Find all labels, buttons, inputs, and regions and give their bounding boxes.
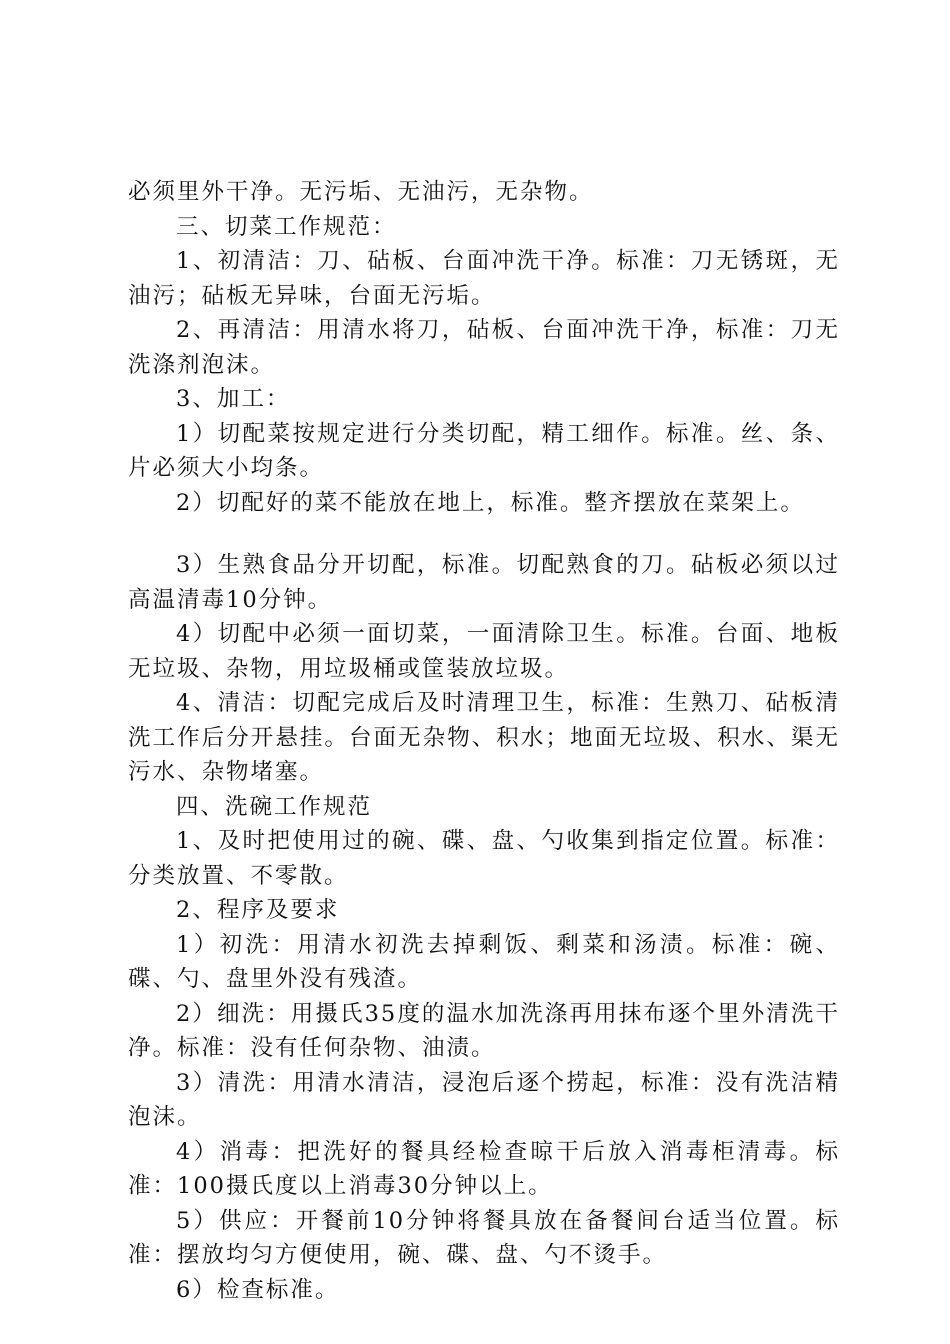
document-body xyxy=(128,175,840,1307)
section-heading-cutting: 三、切菜工作规范： xyxy=(176,213,397,240)
paragraph-initial-cleaning: 1、初清洁：刀、砧板、台面冲洗干净。标准：刀无锈斑，无油污；砧板无异味，台面无污垢。 xyxy=(128,248,840,309)
paragraph-processing-4: 4）切配中必须一面切菜，一面清除卫生。标准。台面、地板无垃圾、杂物，用垃圾桶或筐装放垃圾。 xyxy=(128,621,840,682)
paragraph-fine-wash: 2）细洗：用摄氏35度的温水加洗涤再用抹布逐个里外清洗干净。标准：没有任何杂物、油渍。 xyxy=(128,1000,840,1061)
section-heading-dishwashing: 四、洗碗工作规范 xyxy=(176,793,373,820)
paragraph-inspection: 6）检查标准。 xyxy=(176,1276,340,1303)
paragraph-procedure: 2、程序及要求 xyxy=(176,897,340,923)
paragraph-continued: 必须里外干净。无污垢、无油污，无杂物。 xyxy=(128,179,594,205)
paragraph-gap xyxy=(128,520,840,548)
paragraph-rinse: 3）清洗：用清水清洁，浸泡后逐个捞起，标准：没有洗洁精泡沫。 xyxy=(128,1069,840,1130)
paragraph-re-cleaning: 2、再清洁：用清水将刀，砧板、台面冲洗干净，标准：刀无洗涤剂泡沫。 xyxy=(128,317,840,378)
paragraph-disinfect: 4）消毒：把洗好的餐具经检查晾干后放入消毒柜清毒。标准：100摄氏度以上消毒30分钟以上。 xyxy=(128,1138,840,1199)
paragraph-processing-3: 3）生熟食品分开切配，标准。切配熟食的刀。砧板必须以过高温清毒10分钟。 xyxy=(128,552,840,613)
paragraph-processing-2: 2）切配好的菜不能放在地上，标准。整齐摆放在菜架上。 xyxy=(176,489,805,516)
paragraph-processing: 3、加工： xyxy=(176,386,291,412)
paragraph-first-wash: 1）初洗：用清水初洗去掉剩饭、剩菜和汤渍。标准：碗、碟、勺、盘里外没有残渣。 xyxy=(128,931,840,992)
paragraph-processing-1: 1）切配菜按规定进行分类切配，精工细作。标准。丝、条、片必须大小均条。 xyxy=(128,420,840,481)
paragraph-collect-dishes: 1、及时把使用过的碗、碟、盘、勺收集到指定位置。标准：分类放置、不零散。 xyxy=(128,828,840,889)
paragraph-cleaning: 4、清洁：切配完成后及时清理卫生，标准：生熟刀、砧板清洗工作后分开悬挂。台面无杂物、积水；地面无垃圾、积水、渠无污水、杂物堵塞。 xyxy=(128,690,840,785)
paragraph-supply: 5）供应：开餐前10分钟将餐具放在备餐间台适当位置。标准：摆放均匀方便使用，碗、碟、盘、勺不烫手。 xyxy=(128,1207,840,1268)
